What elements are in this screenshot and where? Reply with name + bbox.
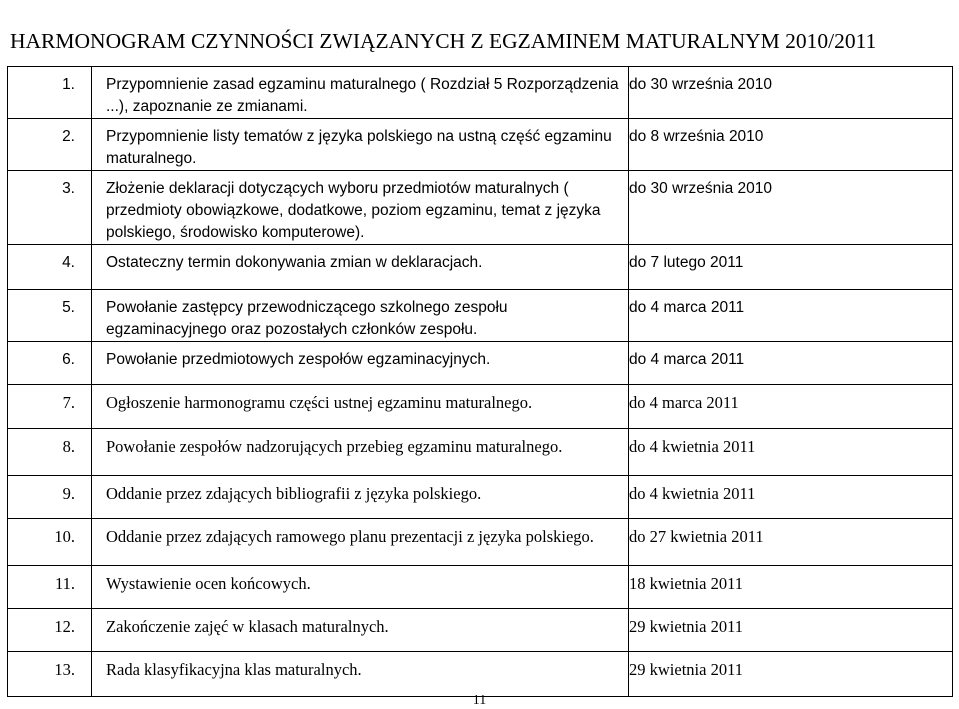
row-deadline: do 4 kwietnia 2011 — [629, 476, 953, 519]
row-number: 13. — [8, 652, 92, 697]
table-row — [8, 342, 953, 385]
table-row — [8, 429, 953, 476]
row-number: 5. — [8, 290, 92, 342]
row-deadline: do 30 września 2010 — [629, 67, 953, 119]
table-row — [8, 566, 953, 609]
row-task: Ogłoszenie harmonogramu części ustnej egzaminu maturalnego. — [92, 385, 629, 429]
row-number: 10. — [8, 519, 92, 566]
row-deadline: do 8 września 2010 — [629, 119, 953, 171]
table-row — [8, 171, 953, 245]
row-deadline: 18 kwietnia 2011 — [629, 566, 953, 609]
table-row — [8, 290, 953, 342]
row-deadline: 29 kwietnia 2011 — [629, 609, 953, 652]
table-row — [8, 119, 953, 171]
row-number: 12. — [8, 609, 92, 652]
page-number: 11 — [472, 693, 487, 708]
schedule-table-body — [8, 67, 953, 697]
row-deadline: do 4 marca 2011 — [629, 385, 953, 429]
row-number: 4. — [8, 245, 92, 290]
table-row — [8, 652, 953, 697]
row-deadline: do 4 marca 2011 — [629, 290, 953, 342]
row-deadline: do 4 marca 2011 — [629, 342, 953, 385]
row-deadline: do 4 kwietnia 2011 — [629, 429, 953, 476]
row-task: Powołanie przedmiotowych zespołów egzaminacyjnych. — [92, 342, 629, 385]
row-task: Oddanie przez zdających bibliografii z języka polskiego. — [92, 476, 629, 519]
row-task: Rada klasyfikacyjna klas maturalnych. — [92, 652, 629, 697]
row-task: Przypomnienie zasad egzaminu maturalnego ( Rozdział 5 Rozporządzenia ...), zapoznanie ze zmianami. — [92, 67, 629, 119]
row-deadline: 29 kwietnia 2011 — [629, 652, 953, 697]
table-row — [8, 67, 953, 119]
row-number: 9. — [8, 476, 92, 519]
table-row — [8, 609, 953, 652]
row-number: 6. — [8, 342, 92, 385]
table-row — [8, 385, 953, 429]
row-deadline: do 27 kwietnia 2011 — [629, 519, 953, 566]
row-task: Oddanie przez zdających ramowego planu prezentacji z języka polskiego. — [92, 519, 629, 566]
row-task: Powołanie zespołów nadzorujących przebieg egzaminu maturalnego. — [92, 429, 629, 476]
row-deadline: do 7 lutego 2011 — [629, 245, 953, 290]
row-number: 7. — [8, 385, 92, 429]
row-number: 11. — [8, 566, 92, 609]
row-task: Złożenie deklaracji dotyczących wyboru przedmiotów maturalnych ( przedmioty obowiązkowe, dodatkowe, poziom egzaminu, temat z języka polskiego, środowisko komputerowe). — [92, 171, 629, 245]
row-number: 1. — [8, 67, 92, 119]
row-number: 2. — [8, 119, 92, 171]
row-deadline: do 30 września 2010 — [629, 171, 953, 245]
row-task: Przypomnienie listy tematów z języka polskiego na ustną część egzaminu maturalnego. — [92, 119, 629, 171]
table-row — [8, 519, 953, 566]
row-task: Ostateczny termin dokonywania zmian w deklaracjach. — [92, 245, 629, 290]
table-row — [8, 476, 953, 519]
table-row — [8, 245, 953, 290]
row-task: Powołanie zastępcy przewodniczącego szkolnego zespołu egzaminacyjnego oraz pozostałych członków zespołu. — [92, 290, 629, 342]
row-number: 8. — [8, 429, 92, 476]
schedule-table — [7, 66, 953, 697]
row-number: 3. — [8, 171, 92, 245]
row-task: Zakończenie zajęć w klasach maturalnych. — [92, 609, 629, 652]
row-task: Wystawienie ocen końcowych. — [92, 566, 629, 609]
document-title: HARMONOGRAM CZYNNOŚCI ZWIĄZANYCH Z EGZAMINEM MATURALNYM 2010/2011 — [10, 29, 877, 53]
